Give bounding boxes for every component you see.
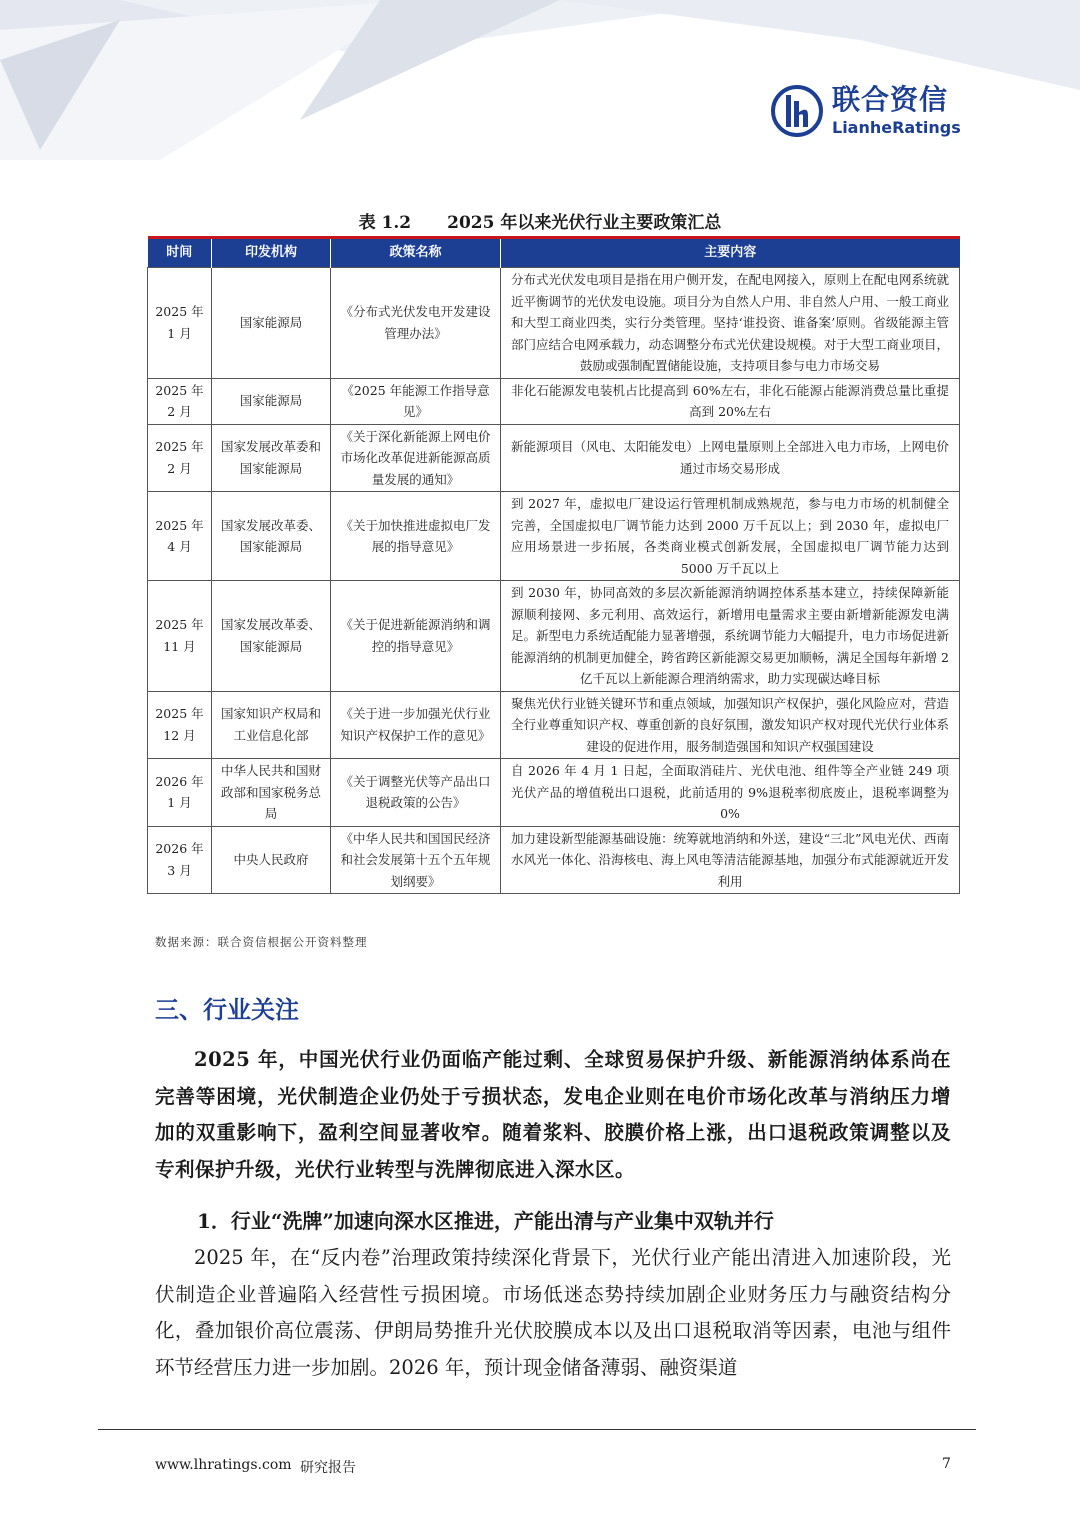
- cell-date: 2025 年 11 月: [148, 581, 212, 692]
- table-row: [148, 581, 960, 692]
- cell-issuer: 国家能源局: [212, 268, 331, 379]
- cell-content: 新能源项目（风电、太阳能发电）上网电量原则上全部进入电力市场，上网电价通过市场交易形成: [501, 424, 960, 492]
- cell-date: 2025 年 2 月: [148, 378, 212, 424]
- subsection-heading: 1．行业“洗牌”加速向深水区推进，产能出清与产业集中双轨并行: [197, 1209, 774, 1233]
- footer-divider: [98, 1429, 976, 1430]
- cell-date: 2025 年 4 月: [148, 492, 212, 581]
- logo-name-en: LianheRatings: [832, 118, 961, 137]
- table-body: [148, 268, 960, 894]
- cell-date: 2026 年 1 月: [148, 759, 212, 827]
- cell-policy-name: 《关于进一步加强光伏行业知识产权保护工作的意见》: [331, 691, 501, 759]
- cell-date: 2025 年 1 月: [148, 268, 212, 379]
- cell-policy-name: 《关于促进新能源消纳和调控的指导意见》: [331, 581, 501, 692]
- lianhe-logo-icon: [770, 84, 824, 138]
- footer-label: 研究报告: [300, 1460, 356, 1476]
- table-header-row: [148, 238, 960, 268]
- cell-issuer: 国家能源局: [212, 378, 331, 424]
- table-row: [148, 268, 960, 379]
- table-caption: [0, 208, 1080, 233]
- table-row: [148, 378, 960, 424]
- table-row: [148, 424, 960, 492]
- cell-content: 自 2026 年 4 月 1 日起，全面取消硅片、光伏电池、组件等全产业链 249 项光伏产品的增值税出口退税，此前适用的 9%退税率彻底废止，退税率调整为 0%: [501, 759, 960, 827]
- table-row: [148, 691, 960, 759]
- cell-content: 非化石能源发电装机占比提高到 60%左右，非化石能源占能源消费总量比重提高到 20%左右: [501, 378, 960, 424]
- page-number: 7: [942, 1456, 951, 1472]
- cell-date: 2025 年 2 月: [148, 424, 212, 492]
- column-header: 印发机构: [212, 238, 331, 268]
- policy-table: [147, 236, 960, 894]
- section-heading: 三、行业关注: [155, 996, 299, 1024]
- cell-policy-name: 《分布式光伏发电开发建设管理办法》: [331, 268, 501, 379]
- cell-policy-name: 《中华人民共和国国民经济和社会发展第十五个五年规划纲要》: [331, 826, 501, 894]
- source-note: 数据来源：联合资信根据公开资料整理: [155, 935, 368, 949]
- cell-policy-name: 《关于加快推进虚拟电厂发展的指导意见》: [331, 492, 501, 581]
- cell-issuer: 中央人民政府: [212, 826, 331, 894]
- body-paragraph: 2025 年，在“反内卷”治理政策持续深化背景下，光伏行业产能出清进入加速阶段，光伏制造企业普遍陷入经营性亏损困境。市场低迷态势持续加剧企业财务压力与融资结构分化，叠加银价高位震荡、伊朗局势推升光伏胶膜成本以及出口退税取消等因素，电池与组件环节经营压力进一步加剧。2026 年，预计现金储备薄弱、融资渠道: [155, 1246, 951, 1379]
- table-row: [148, 492, 960, 581]
- cell-issuer: 国家发展改革委、国家能源局: [212, 492, 331, 581]
- column-header: 时间: [148, 238, 212, 268]
- cell-issuer: 国家发展改革委、国家能源局: [212, 581, 331, 692]
- logo-name-cn: 联合资信: [832, 83, 949, 116]
- cell-date: 2026 年 3 月: [148, 826, 212, 894]
- cell-content: 分布式光伏发电项目是指在用户侧开发，在配电网接入，原则上在配电网系统就近平衡调节的光伏发电设施。项目分为自然人户用、非自然人户用、一般工商业和大型工商业四类，实行分类管理。坚持‘谁投资、谁备案’原则。省级能源主管部门应结合电网承载力，动态调整分布式光伏建设规模。对于大型工商业项目，鼓励或强制配置储能设施，支持项目参与电力市场交易: [501, 268, 960, 379]
- cell-issuer: 国家知识产权局和工业信息化部: [212, 691, 331, 759]
- column-header: 政策名称: [331, 238, 501, 268]
- table-number: 表 1.2: [358, 213, 412, 233]
- table-title: 2025 年以来光伏行业主要政策汇总: [447, 213, 722, 233]
- cell-content: 聚焦光伏行业链关键环节和重点领域，加强知识产权保护，强化风险应对，营造全行业尊重知识产权、尊重创新的良好氛围，激发知识产权对现代光伏行业体系建设的促进作用，服务制造强国和知识产权强国建设: [501, 691, 960, 759]
- table-row: [148, 759, 960, 827]
- summary-paragraph: 2025 年，中国光伏行业仍面临产能过剩、全球贸易保护升级、新能源消纳体系尚在完善等困境，光伏制造企业仍处于亏损状态，发电企业则在电价市场化改革与消纳压力增加的双重影响下，盈利空间显著收窄。随着浆料、胶膜价格上涨，出口退税政策调整以及专利保护升级，光伏行业转型与洗牌彻底进入深水区。: [155, 1048, 951, 1181]
- cell-issuer: 国家发展改革委和国家能源局: [212, 424, 331, 492]
- cell-policy-name: 《关于深化新能源上网电价市场化改革促进新能源高质量发展的通知》: [331, 424, 501, 492]
- column-header: 主要内容: [501, 238, 960, 268]
- logo: [770, 84, 961, 138]
- cell-policy-name: 《关于调整光伏等产品出口退税政策的公告》: [331, 759, 501, 827]
- cell-content: 加力建设新型能源基础设施：统筹就地消纳和外送，建设“三北”风电光伏、西南水风光一体化、沿海核电、海上风电等清洁能源基地，加强分布式能源就近开发利用: [501, 826, 960, 894]
- cell-content: 到 2030 年，协同高效的多层次新能源消纳调控体系基本建立，持续保障新能源顺利接网、多元利用、高效运行，新增用电量需求主要由新增新能源发电满足。新型电力系统适配能力显著增强，系统调节能力大幅提升，电力市场促进新能源消纳的机制更加健全，跨省跨区新能源交易更加顺畅，满足全国每年新增 2 亿千瓦以上新能源合理消纳需求，助力实现碳达峰目标: [501, 581, 960, 692]
- cell-issuer: 中华人民共和国财政部和国家税务总局: [212, 759, 331, 827]
- table-row: [148, 826, 960, 894]
- footer-url: www.lhratings.com: [155, 1457, 292, 1473]
- cell-date: 2025 年 12 月: [148, 691, 212, 759]
- cell-content: 到 2027 年，虚拟电厂建设运行管理机制成熟规范，参与电力市场的机制健全完善，全国虚拟电厂调节能力达到 2000 万千瓦以上；到 2030 年，虚拟电厂应用场景进一步拓展，各类商业模式创新发展，全国虚拟电厂调节能力达到 5000 万千瓦以上: [501, 492, 960, 581]
- cell-policy-name: 《2025 年能源工作指导意见》: [331, 378, 501, 424]
